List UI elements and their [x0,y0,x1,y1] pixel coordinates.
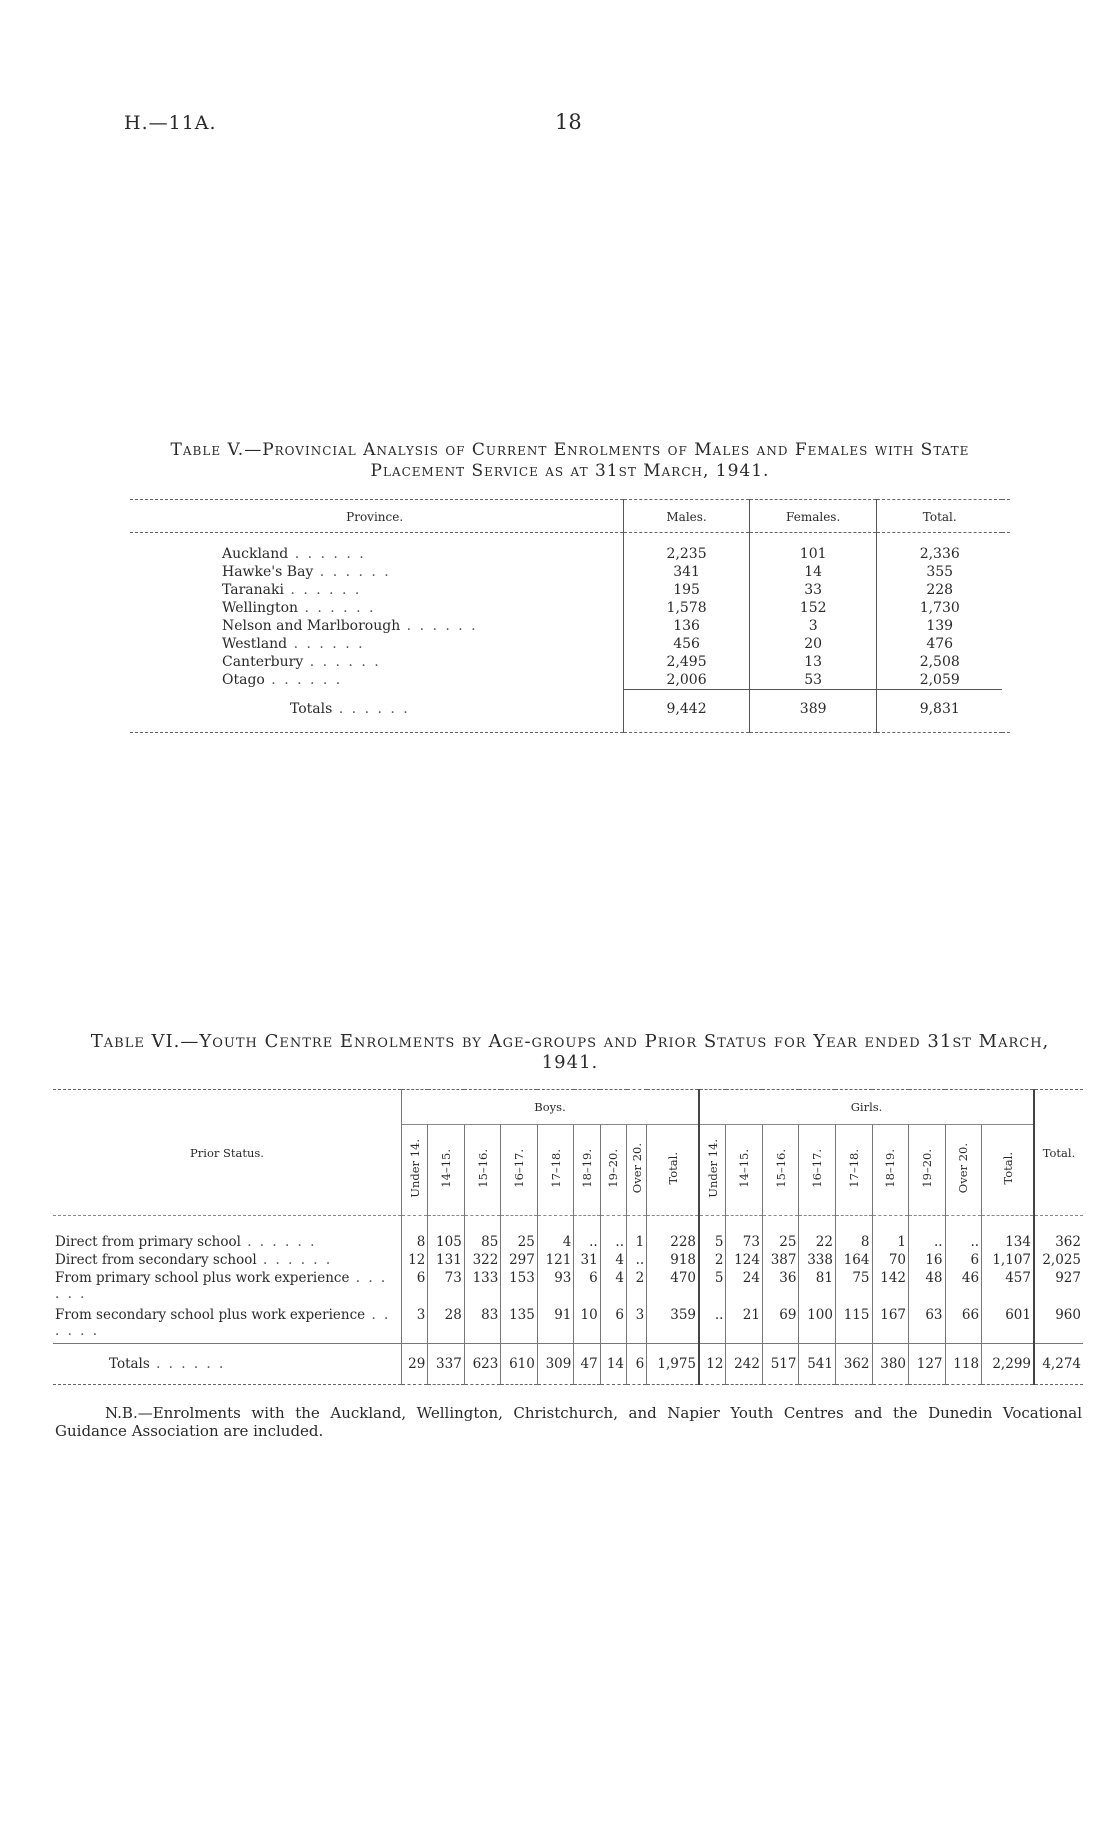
girls-value-cell: 12 [699,1344,726,1385]
boys-value-cell: 83 [464,1306,501,1344]
total-cell: 2,336 [877,533,1002,564]
page-number: 18 [555,110,582,134]
leader-dots: . . . . . . [400,618,478,634]
girls-value-cell: 242 [726,1344,763,1385]
table-row [130,671,1010,690]
boys-col-header [574,1125,600,1216]
boys-value-cell: .. [600,1216,626,1252]
boys-value-cell: 93 [537,1269,574,1306]
province-cell: Otago . . . . . . [222,672,343,689]
table-vi-body [53,1216,1083,1385]
page-reference: H.—11A. [124,112,217,134]
table-row [53,1269,1083,1306]
col-header-label: 18–19. [580,1149,595,1188]
province-cell: Taranaki . . . . . . [222,582,362,598]
boys-value-cell: 309 [537,1344,574,1385]
col-header-label: 15–16. [475,1149,490,1188]
spacer-cell [1002,581,1010,599]
girls-value-cell: 338 [799,1251,836,1269]
boys-value-cell: 610 [501,1344,538,1385]
footnote: N.B.—Enrolments with the Auckland, Wellington, Christchurch, and Napier Youth Centres and the Dunedin Vocational Guidance Association are included. [55,1404,1082,1440]
girls-col-header [762,1125,799,1216]
boys-value-cell: 228 [647,1216,699,1252]
prior-status-cell: From primary school plus work experience . . . . . . [55,1270,388,1302]
girls-value-cell: 100 [799,1306,836,1344]
girls-value-cell: 16 [909,1251,946,1269]
col-header-label: Under 14. [407,1139,422,1198]
girls-col-header [699,1125,726,1216]
spacer-cell [1002,635,1010,653]
table-row [130,653,1010,671]
prior-status-header: Prior Status. [53,1090,402,1216]
girls-value-cell: 6 [945,1251,982,1269]
boys-value-cell: 12 [402,1251,428,1269]
boys-value-cell: 10 [574,1306,600,1344]
girls-value-cell: 24 [726,1269,763,1306]
females-cell: 152 [749,599,877,617]
boys-value-cell: 25 [501,1216,538,1252]
total-cell: 476 [877,635,1002,653]
spacer-cell [1002,599,1010,617]
girls-value-cell: 75 [835,1269,872,1306]
province-cell: Hawke's Bay . . . . . . [222,564,391,580]
province-cell: Wellington . . . . . . [222,600,376,616]
girls-value-cell: 5 [699,1269,726,1306]
table-row [130,563,1010,581]
totals-label-cell: Totals . . . . . . [290,700,410,717]
boys-value-cell: 337 [428,1344,465,1385]
females-header: Females. [749,500,877,533]
spacer-cell [1002,653,1010,671]
col-header-label: 16–17. [512,1149,527,1188]
boys-col-header [627,1125,647,1216]
girls-value-cell: 167 [872,1306,909,1344]
boys-col-header [464,1125,501,1216]
totals-row [130,690,1010,733]
boys-col-header [501,1125,538,1216]
girls-col-header [982,1125,1034,1216]
girls-value-cell: 2,299 [982,1344,1034,1385]
girls-col-header [945,1125,982,1216]
boys-col-header [537,1125,574,1216]
boys-value-cell: 131 [428,1251,465,1269]
leader-dots: . . . . . . [240,1234,317,1250]
boys-value-cell: 4 [600,1251,626,1269]
boys-value-cell: 28 [428,1306,465,1344]
col-header-label: Over 20. [629,1143,644,1194]
leader-dots: . . . . . . [283,582,362,598]
boys-value-cell: 47 [574,1344,600,1385]
females-cell: 14 [749,563,877,581]
girls-value-cell: 63 [909,1306,946,1344]
boys-value-cell: 3 [402,1306,428,1344]
leader-dots: . . . . . . [303,654,381,670]
girls-value-cell: 81 [799,1269,836,1306]
girls-value-cell: 73 [726,1216,763,1252]
boys-col-header [647,1125,699,1216]
males-cell: 136 [624,617,750,635]
grand-total-header: Total. [1034,1090,1083,1216]
boys-value-cell: 6 [574,1269,600,1306]
boys-value-cell: 153 [501,1269,538,1306]
boys-value-cell: 3 [627,1306,647,1344]
grand-total-cell: 9,831 [877,690,1002,733]
girls-value-cell: 115 [835,1306,872,1344]
girls-value-cell: .. [909,1216,946,1252]
table-vi-caption-line1: Table VI.—Youth Centre Enrolments by Age-groups and Prior Status for Year ended 31st March, [90,1031,1050,1052]
col-header-label: Over 20. [956,1143,971,1194]
col-header-label: 18–19. [883,1149,898,1188]
girls-value-cell: 541 [799,1344,836,1385]
boys-col-header [600,1125,626,1216]
totals-row [53,1344,1083,1385]
girls-value-cell: 124 [726,1251,763,1269]
girls-col-header [726,1125,763,1216]
leader-dots: . . . . . . [288,546,366,562]
table-v-caption-line2: Placement Service as at 31st March, 1941. [370,461,770,481]
boys-value-cell: 623 [464,1344,501,1385]
leader-dots: . . . . . . [264,672,343,689]
boys-value-cell: 85 [464,1216,501,1252]
spacer-cell [1002,563,1010,581]
females-cell: 101 [749,533,877,564]
females-cell: 20 [749,635,877,653]
girls-value-cell: 2 [699,1251,726,1269]
total-cell: 228 [877,581,1002,599]
boys-value-cell: 359 [647,1306,699,1344]
boys-value-cell: 29 [402,1344,428,1385]
table-vi [53,1089,1083,1385]
col-header-label: 19–20. [606,1149,621,1188]
girls-value-cell: 1,107 [982,1251,1034,1269]
girls-value-cell: 21 [726,1306,763,1344]
boys-col-header [428,1125,465,1216]
leader-dots: . . . . . . [332,700,410,717]
boys-value-cell: 6 [402,1269,428,1306]
girls-value-cell: 142 [872,1269,909,1306]
girls-value-cell: 1 [872,1216,909,1252]
males-total-cell: 9,442 [624,690,750,733]
total-cell: 2,059 [877,671,1002,690]
leader-dots: . . . . . . [256,1252,333,1268]
boys-value-cell: 8 [402,1216,428,1252]
girls-value-cell: 118 [945,1344,982,1385]
males-header: Males. [624,500,750,533]
prior-status-cell: Direct from primary school . . . . . . [55,1234,317,1250]
girls-value-cell: 457 [982,1269,1034,1306]
table-v-body [130,533,1010,733]
girls-value-cell: 22 [799,1216,836,1252]
males-cell: 2,495 [624,653,750,671]
girls-value-cell: 70 [872,1251,909,1269]
girls-col-header [872,1125,909,1216]
table-row [53,1216,1083,1252]
table-v-caption-line1: Table V.—Provincial Analysis of Current Enrolments of Males and Females with State [170,440,970,460]
boys-value-cell: 2 [627,1269,647,1306]
boys-value-cell: 297 [501,1251,538,1269]
girls-value-cell: 362 [835,1344,872,1385]
spacer-cell [1002,690,1010,733]
row-total-cell: 2,025 [1034,1251,1083,1269]
total-header: Total. [877,500,1002,533]
prior-status-cell: Direct from secondary school . . . . . . [55,1252,333,1268]
col-header-label: Total. [1000,1152,1015,1185]
girls-value-cell: 8 [835,1216,872,1252]
girls-value-cell: .. [699,1306,726,1344]
boys-value-cell: 133 [464,1269,501,1306]
total-cell: 355 [877,563,1002,581]
province-cell: Nelson and Marlborough . . . . . . [222,618,478,634]
girls-value-cell: 66 [945,1306,982,1344]
males-cell: 1,578 [624,599,750,617]
province-cell: Canterbury . . . . . . [222,654,381,670]
boys-value-cell: 1 [627,1216,647,1252]
girls-col-header [799,1125,836,1216]
table-row [130,581,1010,599]
row-total-cell: 960 [1034,1306,1083,1344]
girls-col-header [909,1125,946,1216]
table-v [130,499,1010,733]
col-header-label: 16–17. [810,1149,825,1188]
females-cell: 13 [749,653,877,671]
province-cell: Auckland . . . . . . [222,546,366,562]
females-cell: 33 [749,581,877,599]
total-cell: 1,730 [877,599,1002,617]
leader-dots: . . . . . . [313,564,391,580]
leader-dots: . . . . . . [55,1270,388,1302]
table-vi-group-row [53,1090,1083,1125]
province-header: Province. [130,500,624,533]
boys-value-cell: 322 [464,1251,501,1269]
females-total-cell: 389 [749,690,877,733]
boys-value-cell: 14 [600,1344,626,1385]
leader-dots: . . . . . . [149,1356,226,1372]
spacer-cell [1002,533,1010,564]
boys-group-header: Boys. [402,1090,700,1125]
col-header-label: 14–15. [737,1149,752,1188]
col-header-label: 17–18. [548,1149,563,1188]
girls-value-cell: 387 [762,1251,799,1269]
girls-group-header: Girls. [699,1090,1034,1125]
row-total-cell: 4,274 [1034,1344,1083,1385]
males-cell: 2,235 [624,533,750,564]
boys-value-cell: 918 [647,1251,699,1269]
boys-value-cell: .. [574,1216,600,1252]
row-total-cell: 362 [1034,1216,1083,1252]
row-total-cell: 927 [1034,1269,1083,1306]
girls-value-cell: 46 [945,1269,982,1306]
col-header-label: Total. [665,1152,680,1185]
males-cell: 2,006 [624,671,750,690]
table-v-caption [120,440,1020,482]
totals-label-cell: Totals . . . . . . [53,1344,402,1385]
males-cell: 341 [624,563,750,581]
boys-value-cell: 135 [501,1306,538,1344]
table-row [130,617,1010,635]
total-cell: 139 [877,617,1002,635]
boys-value-cell: .. [627,1251,647,1269]
col-header-label: 15–16. [773,1149,788,1188]
boys-value-cell: 470 [647,1269,699,1306]
girls-value-cell: 164 [835,1251,872,1269]
females-cell: 53 [749,671,877,690]
males-cell: 456 [624,635,750,653]
boys-value-cell: 6 [600,1306,626,1344]
table-vi-caption [55,1031,1085,1073]
total-cell: 2,508 [877,653,1002,671]
leader-dots: . . . . . . [287,636,365,652]
table-vi-caption-line2: 1941. [541,1052,599,1073]
spacer-cell [1002,671,1010,690]
table-row [130,599,1010,617]
col-header-label: 19–20. [919,1149,934,1188]
girls-value-cell: 36 [762,1269,799,1306]
boys-value-cell: 91 [537,1306,574,1344]
girls-value-cell: 25 [762,1216,799,1252]
leader-dots: . . . . . . [298,600,376,616]
table-row [53,1251,1083,1269]
girls-value-cell: 134 [982,1216,1034,1252]
girls-value-cell: 5 [699,1216,726,1252]
prior-status-cell: From secondary school plus work experience . . . . . . [55,1307,391,1339]
table-row [130,635,1010,653]
boys-col-header [402,1125,428,1216]
boys-value-cell: 4 [600,1269,626,1306]
boys-value-cell: 73 [428,1269,465,1306]
males-cell: 195 [624,581,750,599]
table-row [53,1306,1083,1344]
girls-value-cell: 69 [762,1306,799,1344]
col-header-label: 14–15. [439,1149,454,1188]
boys-value-cell: 4 [537,1216,574,1252]
girls-value-cell: 127 [909,1344,946,1385]
girls-col-header [835,1125,872,1216]
females-cell: 3 [749,617,877,635]
table-v-header-row [130,500,1010,533]
leader-dots: . . . . . . [55,1307,391,1339]
province-cell: Westland . . . . . . [222,636,365,652]
girls-value-cell: 48 [909,1269,946,1306]
girls-value-cell: .. [945,1216,982,1252]
col-header-label: 17–18. [846,1149,861,1188]
girls-value-cell: 517 [762,1344,799,1385]
girls-value-cell: 601 [982,1306,1034,1344]
col-header-label: Under 14. [705,1139,720,1198]
boys-value-cell: 31 [574,1251,600,1269]
spacer-cell [1002,617,1010,635]
boys-value-cell: 121 [537,1251,574,1269]
table-row [130,533,1010,564]
spacer-header [1002,500,1010,533]
boys-value-cell: 6 [627,1344,647,1385]
boys-value-cell: 1,975 [647,1344,699,1385]
boys-value-cell: 105 [428,1216,465,1252]
girls-value-cell: 380 [872,1344,909,1385]
